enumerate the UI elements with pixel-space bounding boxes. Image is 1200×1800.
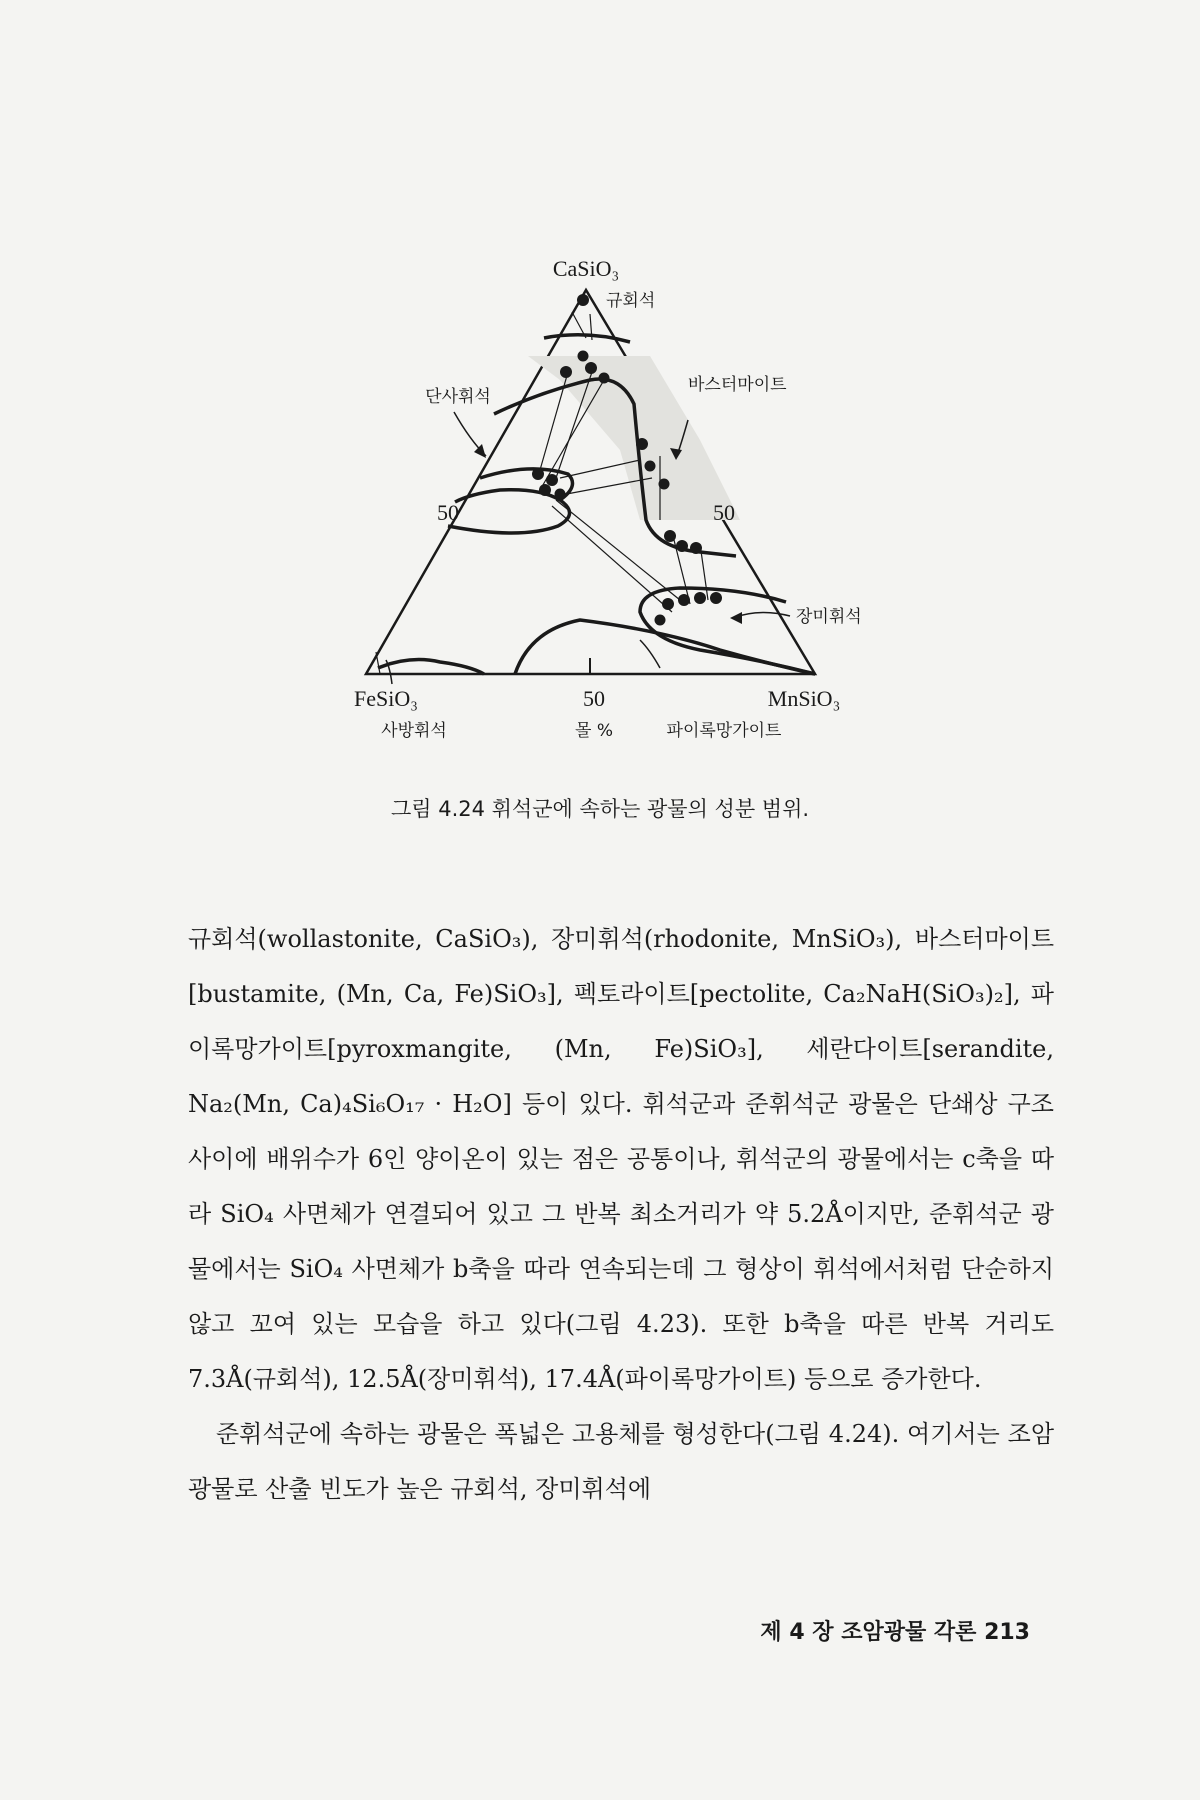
label-orthopyroxene: 사방휘석 (381, 721, 447, 741)
page-number: 213 (984, 1620, 1030, 1645)
ternary-triangle (366, 290, 815, 674)
label-pointers (386, 412, 790, 684)
tick-label-right-50: 50 (713, 500, 735, 525)
tick-label-left-50: 50 (437, 500, 459, 525)
page-footer (0, 1615, 1030, 1646)
orthopyroxene-field-boundary (378, 660, 484, 674)
paragraph-2: 준휘석군에 속하는 광물은 폭넓은 고용체를 형성한다(그림 4.24). 여기서는 조암광물로 산출 빈도가 높은 규회석, 장미휘석에 (188, 1420, 1054, 1503)
vertex-label-top: CaSiO₃ (552, 256, 620, 281)
pyroxmangite-field-boundary (515, 620, 815, 674)
label-rhodonite: 장미휘석 (796, 607, 862, 627)
label-wollastonite: 규회석 (606, 291, 656, 311)
bustamite-field-boundary (448, 490, 570, 533)
label-clinopyroxene: 단사휘석 (425, 387, 491, 407)
vertex-label-right: MnSiO₃ (767, 686, 841, 711)
axis-unit-label: 몰 % (575, 721, 613, 741)
label-bustamite: 바스터마이트 (688, 375, 787, 395)
label-pyroxmangite: 파이록망가이트 (666, 721, 782, 741)
figure-caption: 그림 4.24 휘석군에 속하는 광물의 성분 범위. (390, 797, 810, 821)
vertex-label-left: FeSiO₃ (354, 686, 418, 711)
body-text (188, 912, 1054, 1517)
tick-label-bottom-50: 50 (583, 686, 605, 711)
paragraph-1: 규회석(wollastonite, CaSiO₃), 장미휘석(rhodonite, MnSiO₃), 바스터마이트[bustamite, (Mn, Ca, Fe)SiO₃], 펙토라이트[pectolite, Ca₂NaH(SiO₃)₂], 파이록망가이트[pyroxmangite, (Mn, Fe)SiO₃], 세란다이트[serandite, Na₂(Mn, Ca)₄Si₆O₁₇ · H₂O] 등이 있다. 휘석군과 준휘석군 광물은 단쇄상 구조 사이에 배위수가 6인 양이온이 있는 점은 공통이나, 휘석군의 광물에서는 c축을 따라 SiO₄ 사면체가 연결되어 있고 그 반복 최소거리가 약 5.2Å이지만, 준휘석군 광물에서는 SiO₄ 사면체가 b축을 따라 연속되는데 그 형상이 휘석에서처럼 단순하지 않고 꼬여 있는 모습을 하고 있다(그림 4.23). 또한 b축을 따른 반복 거리도 7.3Å(규회석), 12.5Å(장미휘석), 17.4Å(파이록망가이트) 등으로 증가한다. (188, 925, 1054, 1393)
chapter-title: 제 4 장 조암광물 각론 (760, 1620, 977, 1645)
ternary-diagram-figure (0, 0, 1200, 780)
